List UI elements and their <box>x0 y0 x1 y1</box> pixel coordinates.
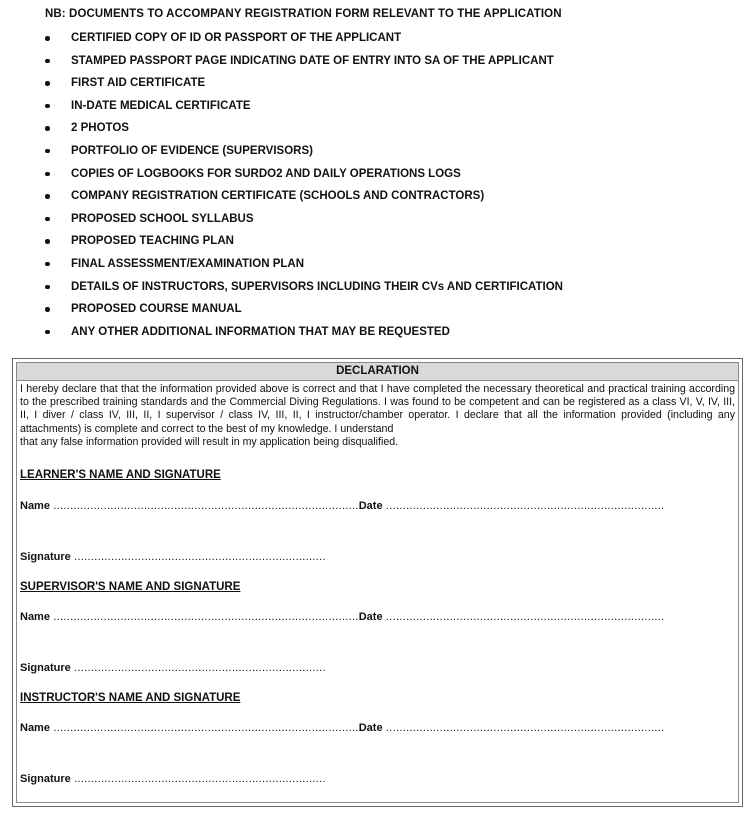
supervisor-name-field[interactable]: Name ...........................................................................................Date ................................................................................... <box>20 611 665 623</box>
list-item: PORTFOLIO OF EVIDENCE (SUPERVISORS) <box>0 144 563 167</box>
bullet-icon <box>45 330 50 335</box>
list-item: IN-DATE MEDICAL CERTIFICATE <box>0 99 563 122</box>
list-item: 2 PHOTOS <box>0 121 563 144</box>
instructor-signature-field[interactable]: Signature ........................................................................... <box>20 773 326 785</box>
list-item: FIRST AID CERTIFICATE <box>0 76 563 99</box>
bullet-icon <box>45 81 50 86</box>
bullet-icon <box>45 239 50 244</box>
declaration-text <box>17 381 738 449</box>
supervisor-signature-field[interactable]: Signature ........................................................................... <box>20 662 326 674</box>
declaration-box <box>12 358 743 807</box>
instructor-name-field[interactable]: Name ...........................................................................................Date ................................................................................... <box>20 722 665 734</box>
bullet-icon <box>45 285 50 290</box>
supervisor-section-title: SUPERVISOR'S NAME AND SIGNATURE <box>20 581 241 593</box>
declaration-heading: DECLARATION <box>17 363 738 381</box>
nb-heading: NB: DOCUMENTS TO ACCOMPANY REGISTRATION FORM RELEVANT TO THE APPLICATION <box>45 8 562 20</box>
bullet-icon <box>45 194 50 199</box>
declaration-text-last: that any false information provided will result in my application being disqualified. <box>20 435 399 448</box>
bullet-icon <box>45 262 50 267</box>
bullet-icon <box>45 104 50 109</box>
list-item: FINAL ASSESSMENT/EXAMINATION PLAN <box>0 257 563 280</box>
list-item: PROPOSED SCHOOL SYLLABUS <box>0 212 563 235</box>
bullet-icon <box>45 149 50 154</box>
learner-signature-field[interactable]: Signature ........................................................................... <box>20 551 326 563</box>
declaration-inner-frame <box>16 362 739 803</box>
list-item: PROPOSED COURSE MANUAL <box>0 302 563 325</box>
learner-section-title: LEARNER'S NAME AND SIGNATURE <box>20 469 221 481</box>
bullet-icon <box>45 307 50 312</box>
required-documents-list <box>0 31 563 347</box>
declaration-text-main: I hereby declare that that the information provided above is correct and that I have completed the necessary theoretical and practical training according to the prescribed training standards and the Commercial Diving Regulations. I was found to be competent and can be registered as a class VI, V, IV, III, II, I diver / class IV, III, II, I supervisor / class IV, III, II, I instructor/chamber operator. I declare that all the information provided (including any attachments) is complete and correct to the best of my knowledge. I understand <box>20 383 735 435</box>
instructor-section-title: INSTRUCTOR'S NAME AND SIGNATURE <box>20 692 241 704</box>
list-item: PROPOSED TEACHING PLAN <box>0 234 563 257</box>
bullet-icon <box>45 126 50 131</box>
list-item: STAMPED PASSPORT PAGE INDICATING DATE OF ENTRY INTO SA OF THE APPLICANT <box>0 54 563 77</box>
bullet-icon <box>45 59 50 64</box>
list-item: DETAILS OF INSTRUCTORS, SUPERVISORS INCLUDING THEIR CVs AND CERTIFICATION <box>0 280 563 303</box>
list-item: COPIES OF LOGBOOKS FOR SURDO2 AND DAILY OPERATIONS LOGS <box>0 167 563 190</box>
list-item: COMPANY REGISTRATION CERTIFICATE (SCHOOLS AND CONTRACTORS) <box>0 189 563 212</box>
learner-name-field[interactable]: Name ...........................................................................................Date ................................................................................... <box>20 500 665 512</box>
bullet-icon <box>45 36 50 41</box>
bullet-icon <box>45 217 50 222</box>
list-item: ANY OTHER ADDITIONAL INFORMATION THAT MAY BE REQUESTED <box>0 325 563 348</box>
bullet-icon <box>45 172 50 177</box>
list-item: CERTIFIED COPY OF ID OR PASSPORT OF THE APPLICANT <box>0 31 563 54</box>
